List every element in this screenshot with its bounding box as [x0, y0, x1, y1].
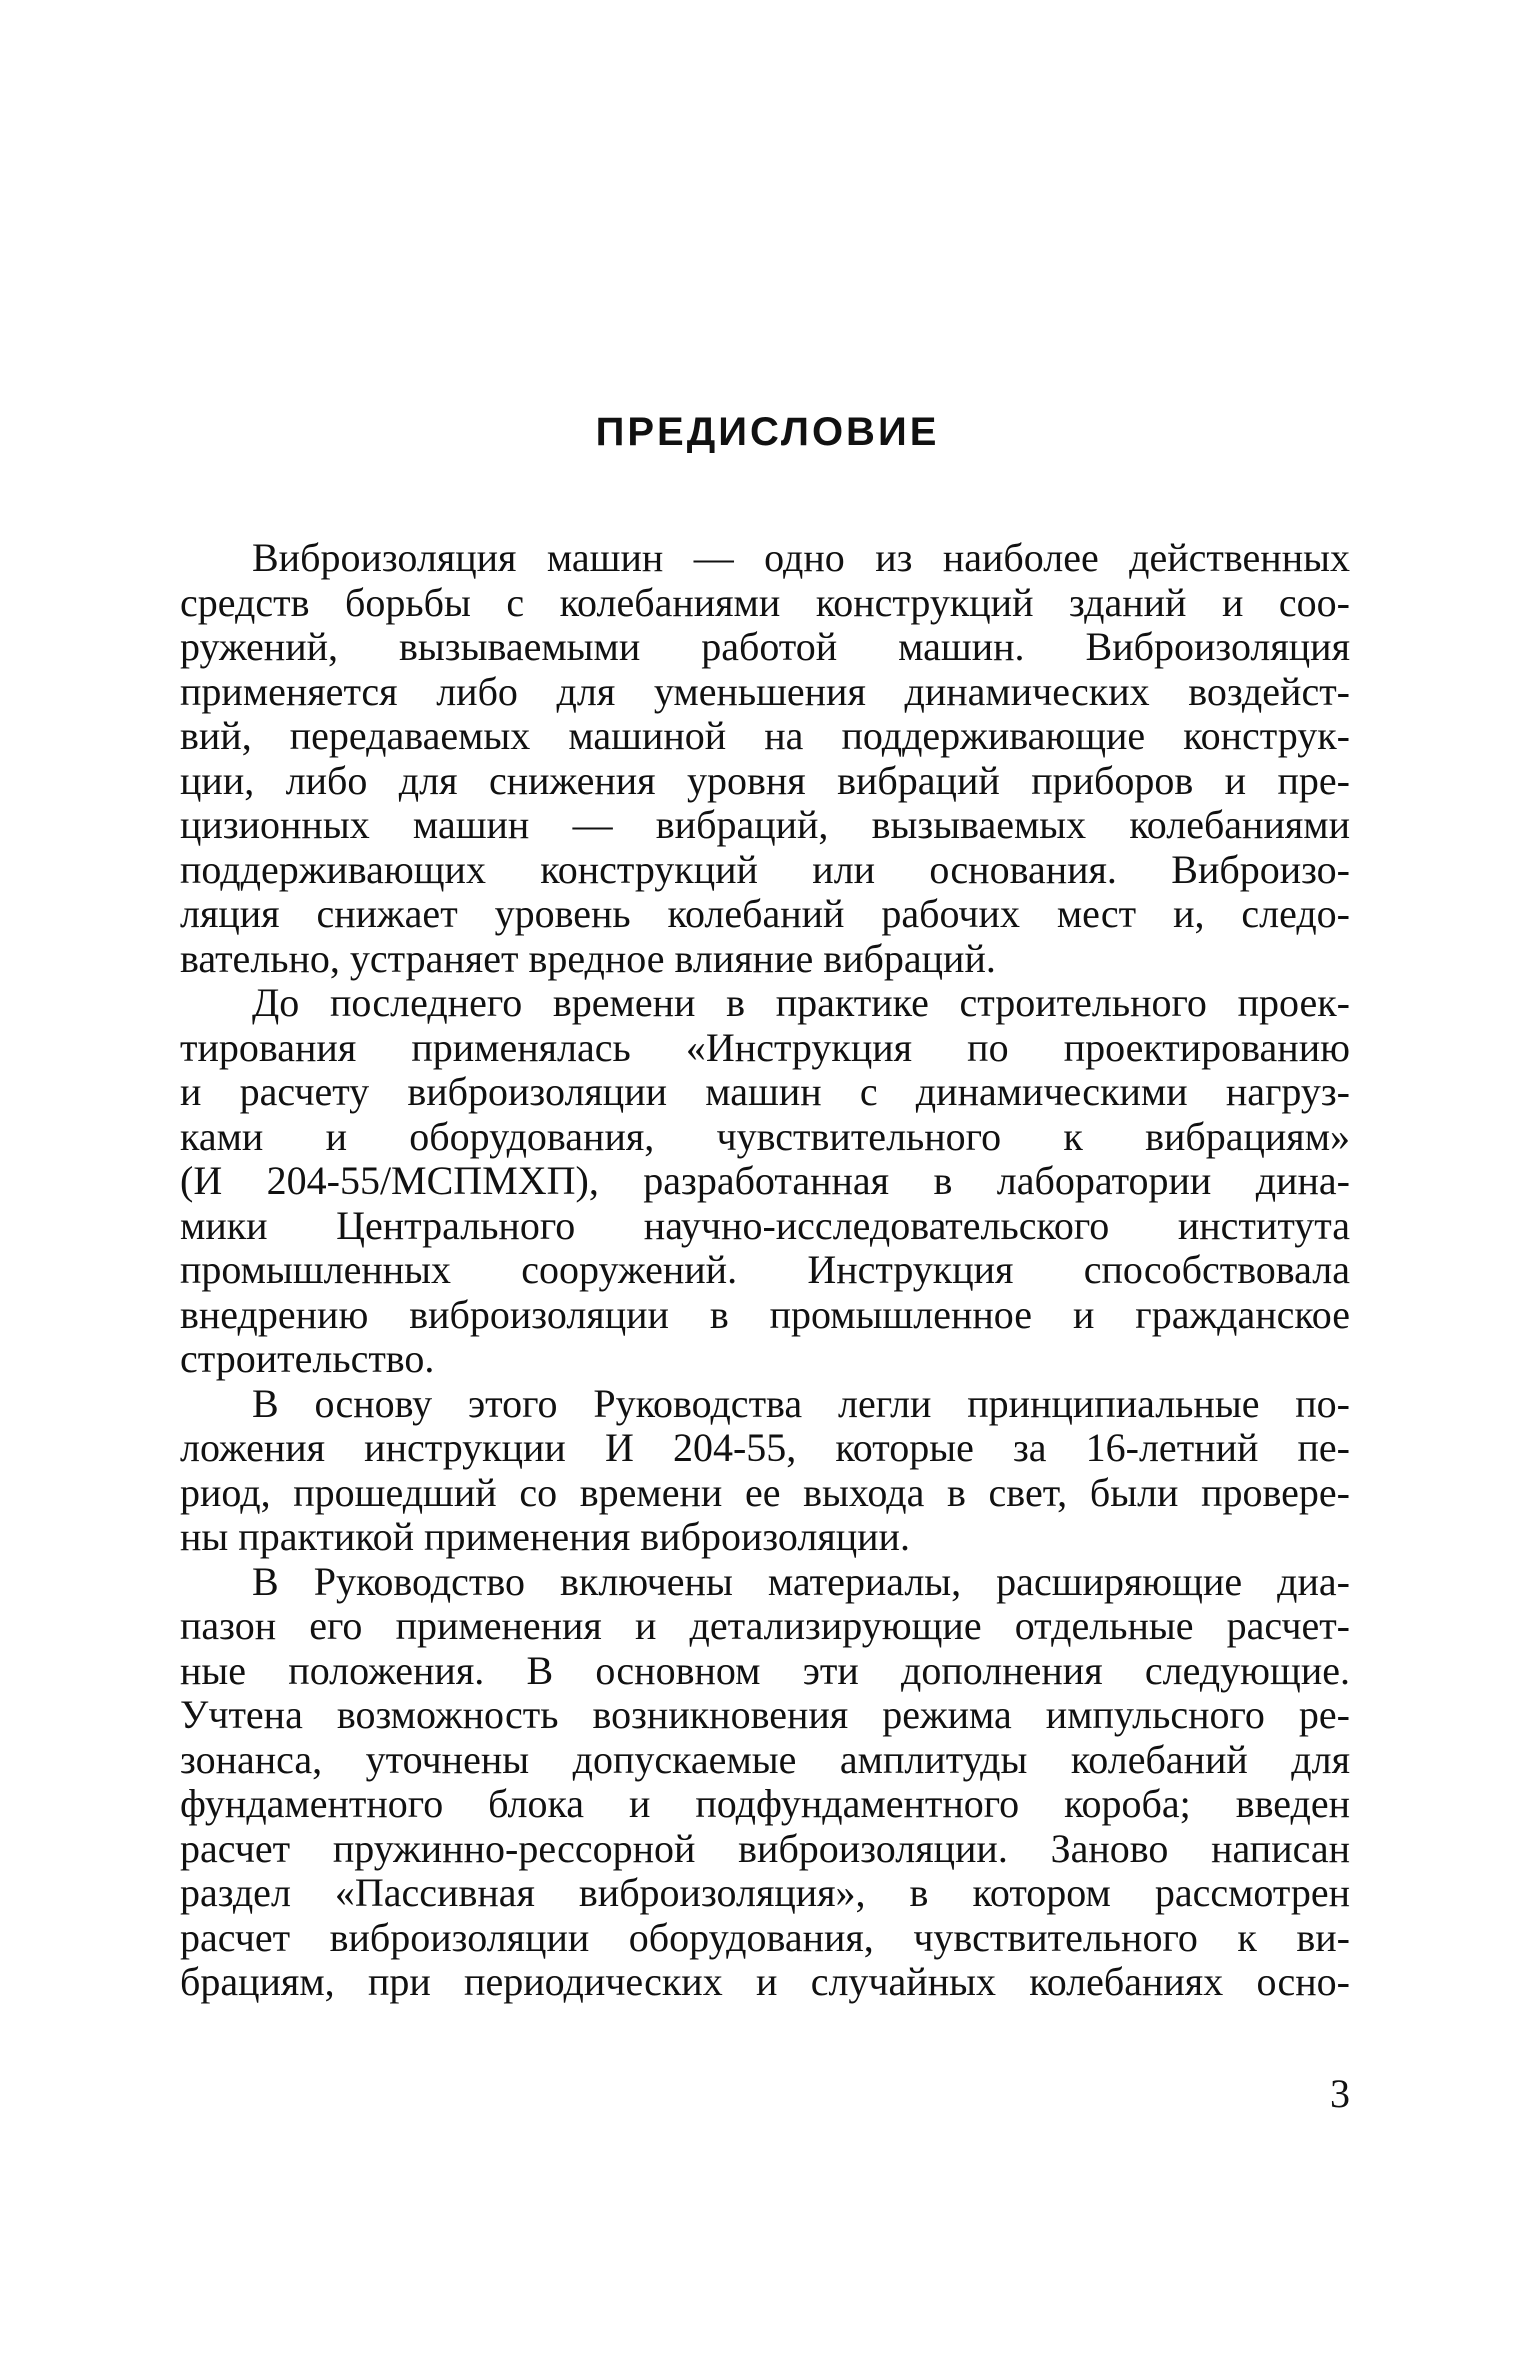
text-line: ложения инструкции И 204-55, которые за 16-летний пе- [180, 1425, 1350, 1470]
page-title: ПРЕДИСЛОВИЕ [595, 410, 940, 454]
body-text [180, 536, 1350, 2005]
paragraph [180, 536, 1350, 981]
text-line: и расчету виброизоляции машин с динамическими нагруз- [180, 1069, 1350, 1114]
text-line: фундаментного блока и подфундаментного короба; введен [180, 1781, 1350, 1826]
text-line: ные положения. В основном эти дополнения следующие. [180, 1647, 1350, 1693]
text-line: До последнего времени в практике строительного проек- [252, 980, 1350, 1025]
text-line: риод, прошедший со времени ее выхода в свет, были провере- [180, 1469, 1350, 1515]
text-line: цизионных машин — вибраций, вызываемых колебаниями [180, 802, 1350, 847]
text-line: средств борьбы с колебаниями конструкций зданий и соо- [180, 579, 1350, 625]
text-line: зонанса, уточнены допускаемые амплитуды колебаний для [180, 1736, 1350, 1782]
paragraph [180, 1560, 1350, 2005]
text-line: промышленных сооружений. Инструкция способствовала [180, 1247, 1350, 1292]
text-line: ляция снижает уровень колебаний рабочих мест и, следо- [180, 891, 1350, 936]
text-line: ками и оборудования, чувствительного к вибрациям» [180, 1113, 1350, 1159]
text-line: ружений, вызываемыми работой машин. Виброизоляция [180, 624, 1350, 669]
text-line: В основу этого Руководства легли принципиальные по- [252, 1380, 1350, 1426]
text-line: мики Центрального научно-исследовательского института [180, 1202, 1350, 1248]
text-line: поддерживающих конструкций или основания. Виброизо- [180, 846, 1350, 892]
text-line: брациям, при периодических и случайных колебаниях осно- [180, 1959, 1350, 2004]
text-line: внедрению виброизоляции в промышленное и гражданское [180, 1291, 1350, 1337]
text-line: ции, либо для снижения уровня вибраций приборов и пре- [180, 757, 1350, 803]
page-number: 3 [1330, 2071, 1350, 2116]
text-line: Виброизоляция машин — одно из наиболее действенных [252, 535, 1350, 580]
text-line: (И 204-55/МСПМХП), разработанная в лаборатории дина- [180, 1158, 1350, 1203]
text-line: строительство. [180, 1336, 435, 1381]
text-line: применяется либо для уменьшения динамических воздейст- [180, 668, 1350, 714]
text-line: раздел «Пассивная виброизоляция», в котором рассмотрен [180, 1870, 1350, 1915]
text-line: вательно, устраняет вредное влияние вибраций. [180, 935, 996, 981]
text-line: В Руководство включены материалы, расширяющие диа- [252, 1558, 1350, 1604]
text-line: пазон его применения и детализирующие отдельные расчет- [180, 1603, 1350, 1648]
text-line: Учтена возможность возникновения режима импульсного ре- [180, 1692, 1350, 1737]
text-line: ны практикой применения виброизоляции. [180, 1514, 910, 1559]
text-line: расчет пружинно-рессорной виброизоляции. Заново написан [180, 1825, 1350, 1871]
paragraph [180, 981, 1350, 1382]
paragraph [180, 1382, 1350, 1560]
text-line: тирования применялась «Инструкция по проектированию [180, 1024, 1350, 1070]
text-line: вий, передаваемых машиной на поддерживающие конструк- [180, 713, 1350, 758]
text-line: расчет виброизоляции оборудования, чувствительного к ви- [180, 1914, 1350, 1960]
